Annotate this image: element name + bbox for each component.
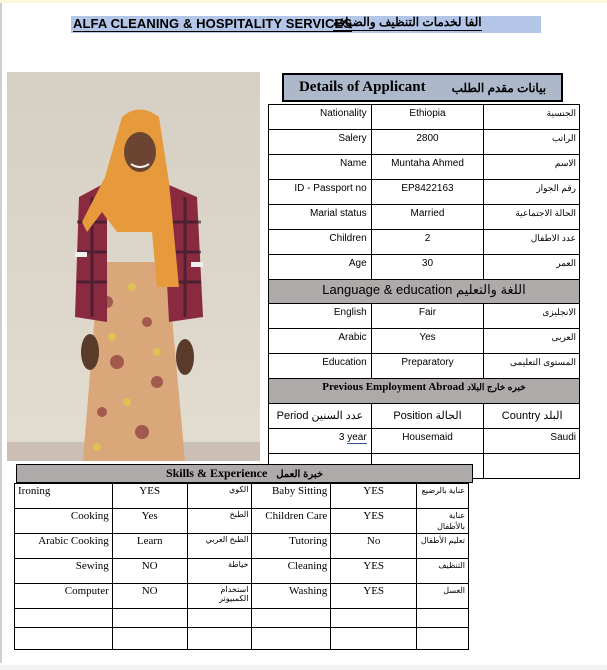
skill2-value: YES <box>331 484 417 509</box>
skill2-name: Cleaning <box>252 559 331 584</box>
table-row <box>15 559 469 584</box>
children-label: Children <box>269 230 372 255</box>
company-name-ar: الفا لخدمات التنظيف والضيافة <box>333 15 482 29</box>
employment-column-headers <box>269 404 580 429</box>
empty-cell <box>187 609 252 628</box>
empty-cell <box>417 628 469 650</box>
skill2-name-ar: عناية بالأطفال <box>417 509 469 534</box>
position-header: Position الحالة <box>371 404 484 429</box>
table-row <box>269 429 580 454</box>
skill-value: Yes <box>112 509 187 534</box>
skill2-name-ar: عناية بالرضيع <box>417 484 469 509</box>
empty-cell <box>112 628 187 650</box>
skill-name-ar: الطبخ العربي <box>187 534 252 559</box>
bottom-strip <box>0 665 607 670</box>
salary-label: Salery <box>269 130 372 155</box>
skill2-name: Baby Sitting <box>252 484 331 509</box>
empty-cell <box>417 609 469 628</box>
skill2-name-ar: تعليم الأطفال <box>417 534 469 559</box>
education-label: Education <box>269 354 372 379</box>
table-row <box>269 230 580 255</box>
empty-cell <box>252 609 331 628</box>
applicant-details-table <box>268 104 580 479</box>
skill2-value: YES <box>331 509 417 534</box>
table-row <box>269 329 580 354</box>
skills-title-en: Skills & Experience <box>165 466 268 480</box>
table-row <box>15 534 469 559</box>
table-row <box>269 155 580 180</box>
photo-illustration <box>7 72 260 461</box>
age-label-ar: العمر <box>484 255 580 280</box>
passport-label: ID - Passport no <box>269 180 372 205</box>
skill-value: Learn <box>112 534 187 559</box>
details-title-en: Details of Applicant <box>298 79 426 95</box>
arabic-label: Arabic <box>269 329 372 354</box>
marital-status-label: Marial status <box>269 205 372 230</box>
skills-table <box>14 483 469 650</box>
skill-value: NO <box>112 559 187 584</box>
nationality-label: Nationality <box>269 105 372 130</box>
empty-cell <box>252 628 331 650</box>
table-row-empty <box>15 609 469 628</box>
passport-label-ar: رقم الجواز <box>484 180 580 205</box>
table-row <box>269 255 580 280</box>
skill-value: NO <box>112 584 187 609</box>
empty-cell <box>112 609 187 628</box>
employment-title-ar: خبره خارج البلاد <box>466 382 526 392</box>
table-row <box>269 304 580 329</box>
children-label-ar: عدد الاطفال <box>484 230 580 255</box>
name-label: Name <box>269 155 372 180</box>
skill-name-ar: خياطة <box>187 559 252 584</box>
empty-cell <box>15 628 113 650</box>
skill-name-ar: الطبخ <box>187 509 252 534</box>
table-row <box>269 354 580 379</box>
table-row <box>15 484 469 509</box>
table-row-empty <box>15 628 469 650</box>
skill-name-ar: الكوي <box>187 484 252 509</box>
skill-value: YES <box>112 484 187 509</box>
table-row <box>269 105 580 130</box>
empty-cell <box>15 609 113 628</box>
employment-section-header <box>269 379 580 404</box>
skills-title-ar: خبرة العمل <box>276 469 324 480</box>
age-label: Age <box>269 255 372 280</box>
passport-value: EP8422163 <box>371 180 484 205</box>
nationality-value: Ethiopia <box>371 105 484 130</box>
skill2-value: YES <box>331 559 417 584</box>
arabic-label-ar: العربى <box>484 329 580 354</box>
skill2-name: Children Care <box>252 509 331 534</box>
skill-name: Arabic Cooking <box>15 534 113 559</box>
skill-name: Sewing <box>15 559 113 584</box>
english-value: Fair <box>371 304 484 329</box>
skill2-name-ar: الغسل <box>417 584 469 609</box>
employment-section-title <box>269 379 580 404</box>
nationality-label-ar: الجنسية <box>484 105 580 130</box>
details-of-applicant-heading <box>282 73 563 102</box>
marital-status-label-ar: الحالة الاجتماعية <box>484 205 580 230</box>
english-label: English <box>269 304 372 329</box>
country-value: Saudi <box>484 429 580 454</box>
name-value: Muntaha Ahmed <box>371 155 484 180</box>
company-name-en: ALFA CLEANING & HOSPITALITY SERVICES <box>73 16 353 31</box>
skill2-name: Washing <box>252 584 331 609</box>
country-value-empty <box>484 454 580 479</box>
salary-label-ar: الراتب <box>484 130 580 155</box>
skills-experience-heading <box>16 464 473 483</box>
education-value: Preparatory <box>371 354 484 379</box>
arabic-value: Yes <box>371 329 484 354</box>
skill-name-ar: استخدام الكمبيوتر <box>187 584 252 609</box>
skill2-value: No <box>331 534 417 559</box>
country-header: Country البلد <box>484 404 580 429</box>
skill-name: Computer <box>15 584 113 609</box>
table-row <box>15 509 469 534</box>
table-row <box>15 584 469 609</box>
age-value: 30 <box>371 255 484 280</box>
education-label-ar: المستوى التعليمى <box>484 354 580 379</box>
period-unit: year <box>347 432 367 443</box>
salary-value: 2800 <box>371 130 484 155</box>
table-row <box>269 180 580 205</box>
skill-name: Ironing <box>15 484 113 509</box>
children-value: 2 <box>371 230 484 255</box>
period-value <box>269 429 372 454</box>
details-title-ar: بيانات مقدم الطلب <box>451 80 547 95</box>
period-header: Period عدد السنين <box>269 404 372 429</box>
table-row <box>269 130 580 155</box>
marital-status-value: Married <box>371 205 484 230</box>
language-section-header <box>269 280 580 304</box>
empty-cell <box>331 628 417 650</box>
skill2-value: YES <box>331 584 417 609</box>
top-strip <box>0 0 607 3</box>
skill2-name-ar: التنظيف <box>417 559 469 584</box>
name-label-ar: الاسم <box>484 155 580 180</box>
english-label-ar: الانجليزى <box>484 304 580 329</box>
skill2-name: Tutoring <box>252 534 331 559</box>
table-row <box>269 205 580 230</box>
language-section-title: Language & education اللغة والتعليم <box>269 280 580 304</box>
skill-name: Cooking <box>15 509 113 534</box>
empty-cell <box>187 628 252 650</box>
period-number: 3 <box>338 432 345 443</box>
applicant-photo <box>7 72 260 461</box>
empty-cell <box>331 609 417 628</box>
employment-title-en: Previous Employment Abroad <box>322 381 465 393</box>
position-value: Housemaid <box>371 429 484 454</box>
page-left-edge <box>0 3 2 663</box>
